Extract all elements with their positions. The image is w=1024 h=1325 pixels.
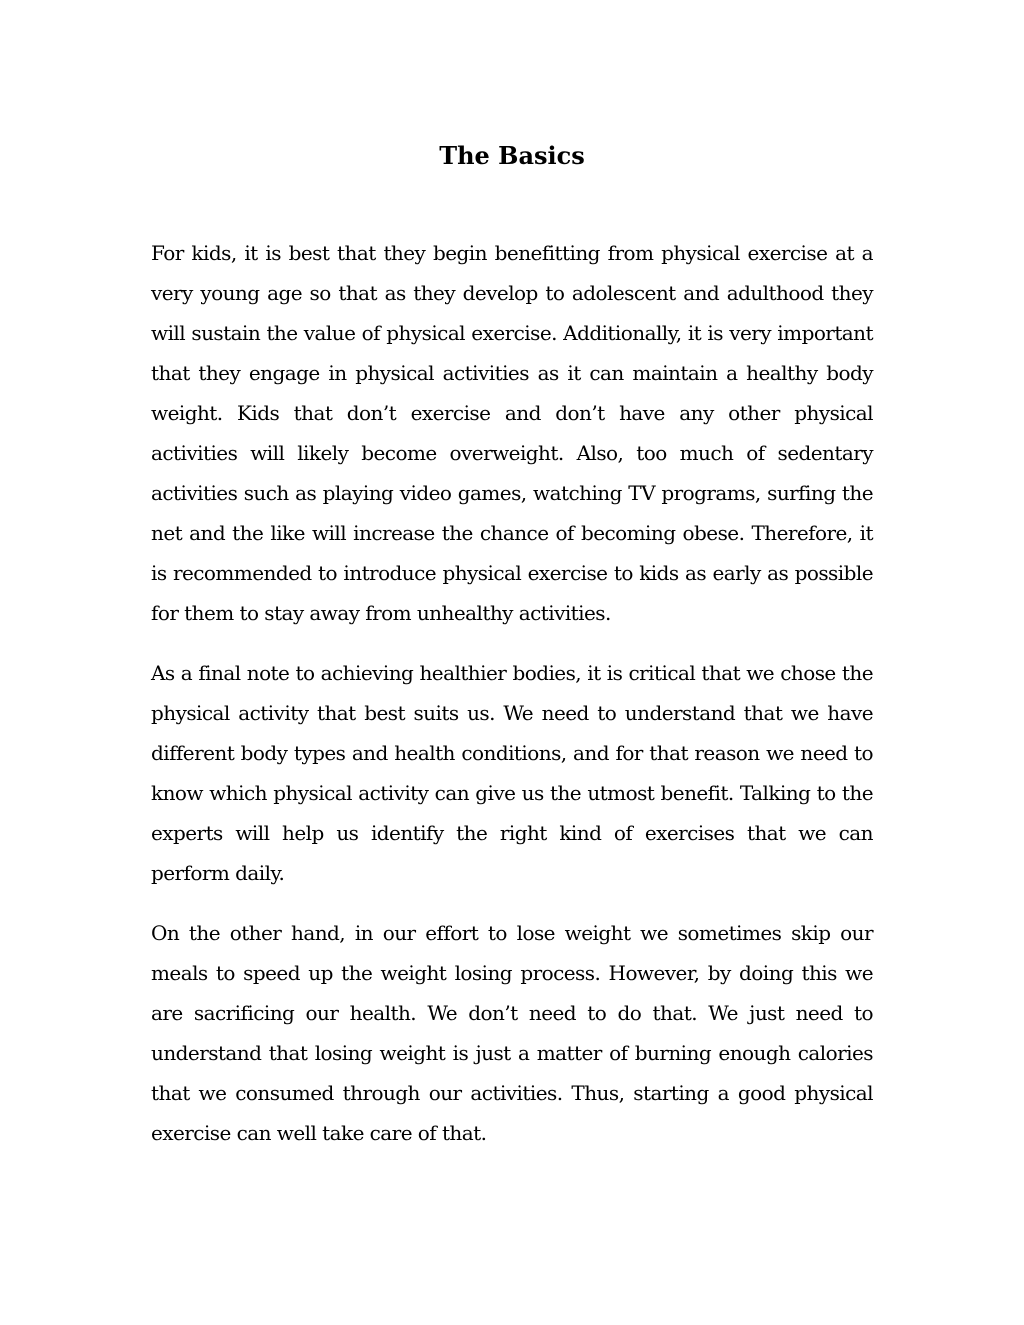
paragraph-kids-exercise: For kids, it is best that they begin benefitting from physical exercise at a very young age so that as they develop to adolescent and adulthood they will sustain the value of physical exercise. Additionally, it is very important that they engage in physical activities as it can maintain a healthy body weight. Kids that don’t exercise and don’t have any other physical activities will likely become overweight. Also, too much of sedentary activities such as playing video games, watching TV programs, surfing the net and the like will increase the chance of becoming obese. Therefore, it is recommended to introduce physical exercise to kids as early as possible for them to stay away from unhealthy activities. <box>151 241 873 625</box>
paragraph-skipping-meals: On the other hand, in our effort to lose weight we sometimes skip our meals to speed up the weight losing process. However, by doing this we are sacrificing our health. We don’t need to do that. We just need to understand that losing weight is just a matter of burning enough calories that we consumed through our activities. Thus, starting a good physical exercise can well take care of that. <box>151 921 873 1145</box>
paragraph-choosing-activity: As a final note to achieving healthier bodies, it is critical that we chose the physical activity that best suits us. We need to understand that we have different body types and health conditions, and for that reason we need to know which physical activity can give us the utmost benefit. Talking to the experts will help us identify the right kind of exercises that we can perform daily. <box>151 661 873 885</box>
page-title: The Basics <box>439 141 585 170</box>
body-text <box>151 233 873 1173</box>
